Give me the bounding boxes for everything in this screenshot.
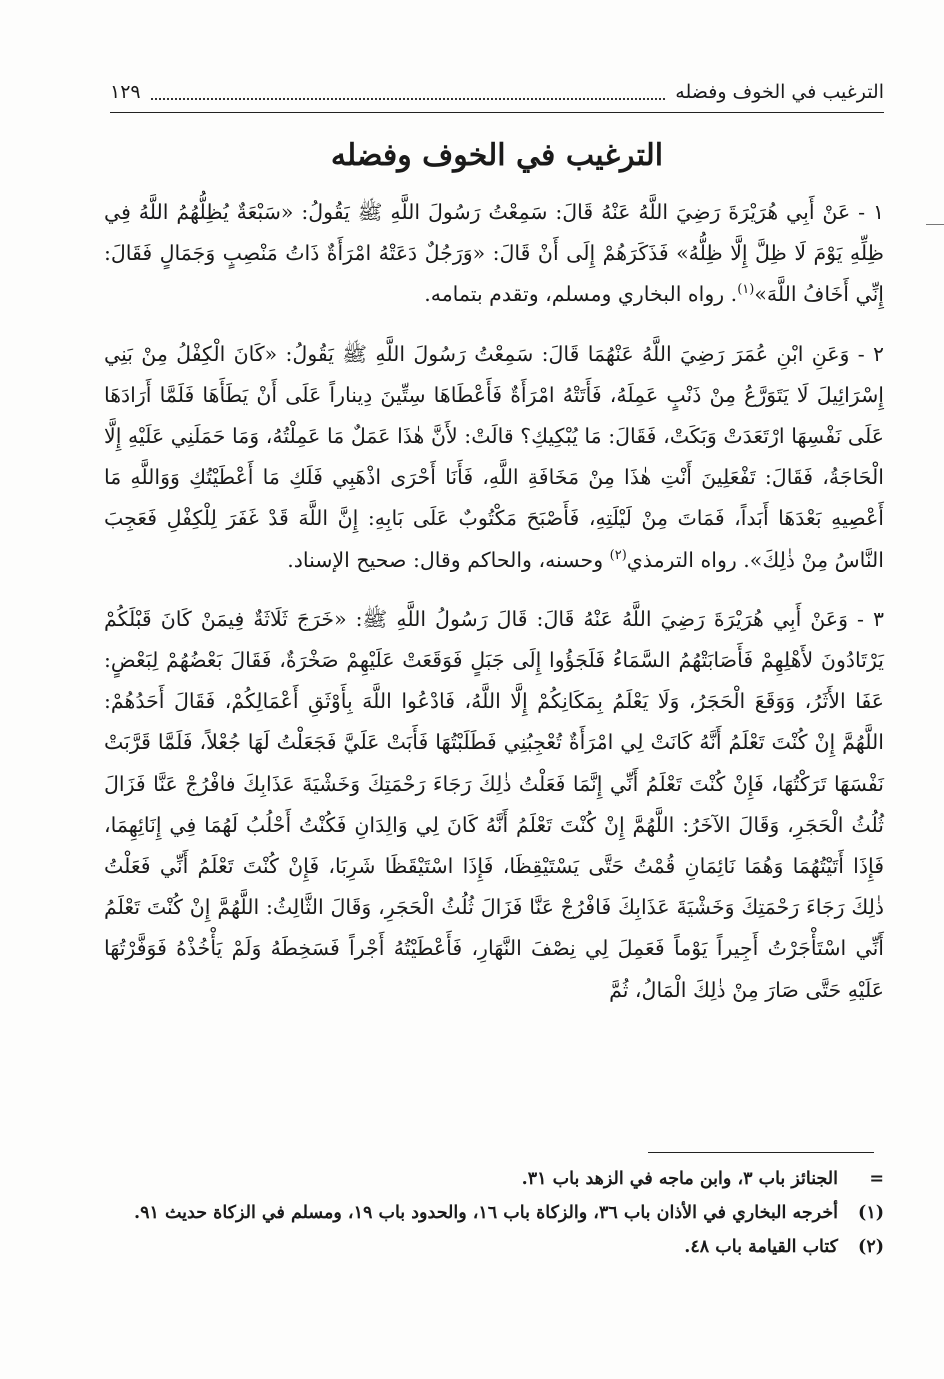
footnote-rule — [648, 1152, 874, 1153]
footnote-mark: = — [869, 1169, 884, 1189]
footnote-1 — [104, 1198, 884, 1228]
footnote-text: الجنائز باب ٣، وابن ماجه في الزهد باب ٣١. — [521, 1169, 838, 1189]
footnote-text: أخرجه البخاري في الأذان باب ٣٦، والزكاة باب ١٦، والحدود باب ١٩، ومسلم في الزكاة حديث ٩١. — [134, 1203, 838, 1223]
hadith-paragraph-1 — [104, 192, 884, 316]
page-number: ١٢٩ — [110, 81, 141, 103]
chapter-title: الترغيب في الخوف وفضله — [330, 138, 664, 173]
footnotes — [104, 1164, 884, 1266]
footnote-2 — [104, 1232, 884, 1262]
leader-dots — [151, 84, 666, 100]
running-head — [110, 72, 884, 113]
footnote-ref-1[interactable]: (١) — [737, 282, 755, 298]
hadith-paragraph-2 — [104, 334, 884, 581]
footnote-continuation — [104, 1164, 884, 1194]
margin-mark — [926, 224, 944, 225]
hadith-paragraph-3 — [104, 599, 884, 1011]
paragraph-text: ١ - عَنْ أَبِي هُرَيْرَةَ رَضِيَ اللَّهُ عَنْهُ قَالَ: سَمِعْتُ رَسُولَ اللَّهِ ﷺ يَقُولُ: «سَبْعَةٌ يُظِلُّهُمُ اللَّهُ فِي ظِلِّهِ يَوْمَ لَا ظِلَّ إِلَّا ظِلُّهُ» فَذَكَرَهُمْ إِلَى أَنْ قَالَ: «وَرَجُلٌ دَعَتْهُ امْرَأَةٌ ذَاتُ مَنْصِبٍ وَجَمَالٍ فَقَالَ: إِنِّي أَخَافُ اللَّهَ» — [104, 200, 884, 307]
running-head-title: الترغيب في الخوف وفضله — [675, 81, 884, 103]
paragraph-tail: وحسنه، والحاكم وقال: صحيح الإسناد. — [287, 547, 610, 572]
paragraph-tail: . رواه البخاري ومسلم، وتقدم بتمامه. — [424, 282, 738, 307]
paragraph-text: ٢ - وَعَنِ ابْنِ عُمَرَ رَضِيَ اللَّهُ عَنْهُمَا قَالَ: سَمِعْتُ رَسُولَ اللَّهِ ﷺ يَقُولُ: «كَانَ الْكِفْلُ مِنْ بَنِي إِسْرَائِيلَ لَا يَتَوَرَّعُ مِنْ ذَنْبٍ عَمِلَهُ، فَأَتَتْهُ امْرَأَةٌ فَأَعْطَاهَا سِتِّينَ دِيناراً عَلَى أَنْ يَطَأَهَا فَلَمَّا أَرَادَهَا عَلَى نَفْسِهَا ارْتَعَدَتْ وَبَكَتْ، فَقَالَ: مَا يُبْكِيكِ؟ قالَتْ: لأَنَّ هٰذَا عَمَلٌ مَا عَمِلْتُهُ، وَمَا حَمَلَنِي عَلَيْهِ إِلَّا الْحَاجَةُ، فَقَالَ: تَفْعَلِينَ أَنْتِ هٰذَا مِنْ مَخَافَةِ اللَّهِ، فَأَنَا أَحْرَى اذْهَبِي فَلَكِ مَا أَعْطَيْتُكِ وَوَاللَّهِ مَا أَعْصِيهِ بَعْدَهَا أَبَداً، فَمَاتَ مِنْ لَيْلَتِهِ، فَأَصْبَحَ مَكْتُوبٌ عَلَى بَابِهِ: إِنَّ اللَّهَ قَدْ غَفَرَ لِلْكِفْلِ فَعَجِبَ النَّاسُ مِنْ ذٰلِكَ». رواه الترمذي — [104, 341, 884, 572]
paragraph-text: ٣ - وَعَنْ أَبِي هُرَيْرَةَ رَضِيَ اللَّهُ عَنْهُ قَالَ: قَالَ رَسُولُ اللَّهِ ﷺ: «خَرَجَ ثَلَاثَةٌ فِيمَنْ كَانَ قَبْلَكُمْ يَرْتَادُونَ لأَهْلِهِمْ فَأَصَابَتْهُمُ السَّمَاءُ فَلَجَؤُوا إِلَى جَبَلٍ فَوَقَعَتْ عَلَيْهِمْ صَخْرَةٌ، فَقَالَ بَعْضُهُمْ لِبَعْضٍ: عَفَا الأَثَرُ، وَوَقَعَ الْحَجَرُ، وَلَا يَعْلَمُ بِمَكَانِكُمْ إِلَّا اللَّهُ، فَادْعُوا اللَّهَ بِأَوْثَقِ أَعْمَالِكُمْ، فَقَالَ أَحَدُهُمْ: اللَّهُمَّ إِنْ كُنْتَ تَعْلَمُ أَنَّهُ كَانَتْ لِي امْرَأَةٌ تُعْجِبُنِي فَطَلَبْتُهَا فَأَبَتْ عَلَيَّ فَجَعَلْتُ لَهَا جُعْلاً، فَلَمَّا قَرَّبَتْ نَفْسَهَا تَرَكْتُهَا، فَإِنْ كُنْتَ تَعْلَمُ أَنِّي إِنَّمَا فَعَلْتُ ذٰلِكَ رَجَاءَ رَحْمَتِكَ وَخَشْيَةَ عَذَابِكَ فافْرُجْ عَنَّا فَزَالَ ثُلُثُ الْحَجَرِ، وَقَالَ الآخَرُ: اللَّهُمَّ إِنْ كُنْتَ تَعْلَمُ أَنَّهُ كَانَ لِي وَالِدَانِ فَكُنْتُ أَحْلُبُ لَهُمَا فِي إِنَائِهِمَا، فَإِذَا أَتَيْتُهُمَا وَهُمَا نَائِمَانِ قُمْتُ حَتَّى يَسْتَيْقِظَا، فَإِذَا اسْتَيْقَظَا شَرِبَا، فَإِنْ كُنْتَ تَعْلَمُ أَنِّي فَعَلْتُ ذٰلِكَ رَجَاءَ رَحْمَتِكَ وَخَشْيَةَ عَذَابِكَ فَافْرُجْ عَنَّا فَزَالَ ثُلُثُ الْحَجَرِ، وَقَالَ الثَّالِثُ: اللَّهُمَّ إِنْ كُنْتَ تَعْلَمُ أَنِّي اسْتَأْجَرْتُ أَجِيراً يَوْماً فَعَمِلَ لِي نِصْفَ النَّهَارِ، فَأَعْطَيْتُهُ أَجْراً فَسَخِطَهُ وَلَمْ يَأْخُذْهُ فَوَفَّرْتُهَا عَلَيْهِ حَتَّى صَارَ مِنْ ذٰلِكَ الْمَالُ، ثُمَّ — [104, 606, 884, 1002]
footnote-ref-2[interactable]: (٢) — [609, 547, 627, 563]
footnote-mark: (١) — [858, 1203, 884, 1223]
body-text — [104, 192, 884, 1029]
footnote-text: كتاب القيامة باب ٤٨. — [684, 1237, 838, 1257]
footnote-mark: (٢) — [858, 1237, 884, 1257]
